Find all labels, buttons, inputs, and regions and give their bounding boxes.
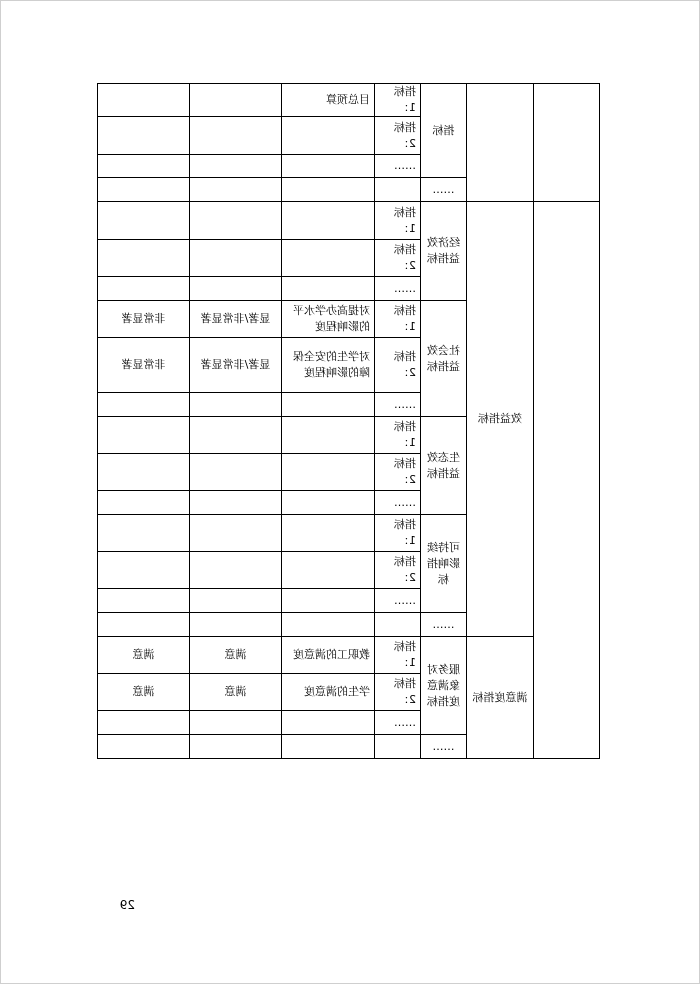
metric-cell: 指标2： bbox=[375, 338, 421, 393]
metric-cell: 指标1： bbox=[375, 84, 421, 117]
score-cell bbox=[98, 711, 190, 735]
level2-more-cell: …… bbox=[421, 735, 467, 759]
metric-cell bbox=[375, 178, 421, 202]
metric-cell: …… bbox=[375, 589, 421, 613]
performance-indicator-table bbox=[97, 83, 600, 759]
score-cell bbox=[98, 84, 190, 117]
score-cell: 满意 bbox=[98, 637, 190, 674]
target-cell: 满意 bbox=[190, 674, 282, 711]
content-cell bbox=[282, 155, 375, 178]
content-cell bbox=[282, 735, 375, 759]
level2-more-cell: …… bbox=[421, 178, 467, 202]
score-cell bbox=[98, 735, 190, 759]
metric-cell: 指标2： bbox=[375, 674, 421, 711]
score-cell bbox=[98, 417, 190, 454]
content-cell: 目总预算 bbox=[282, 84, 375, 117]
level2-economic-cell: 经济效益指标 bbox=[421, 202, 467, 301]
level2-ecological-cell: 生态效益指标 bbox=[421, 417, 467, 515]
content-cell bbox=[282, 491, 375, 515]
score-cell: 满意 bbox=[98, 674, 190, 711]
score-cell bbox=[98, 178, 190, 202]
content-cell: 教职工的满意度 bbox=[282, 637, 375, 674]
table-row bbox=[98, 637, 600, 674]
metric-cell: 指标1： bbox=[375, 637, 421, 674]
page-number: 29 bbox=[119, 898, 135, 912]
content-cell: 对提高办学水平的影响程度 bbox=[282, 301, 375, 338]
score-cell bbox=[98, 240, 190, 277]
metric-cell bbox=[375, 613, 421, 637]
level1-blank-cell bbox=[534, 202, 600, 759]
score-cell: 非常显著 bbox=[98, 338, 190, 393]
metric-cell: 指标1： bbox=[375, 515, 421, 552]
table-row bbox=[98, 202, 600, 240]
level2-more-cell: …… bbox=[421, 613, 467, 637]
score-cell bbox=[98, 454, 190, 491]
table-row bbox=[98, 84, 600, 117]
metric-cell: …… bbox=[375, 155, 421, 178]
level2-social-cell: 社会效益指标 bbox=[421, 301, 467, 417]
target-cell: 显著/非常显著 bbox=[190, 301, 282, 338]
target-cell: 显著/非常显著 bbox=[190, 338, 282, 393]
content-cell bbox=[282, 454, 375, 491]
level2-service-cell: 服务对象满意度指标 bbox=[421, 637, 467, 735]
metric-cell: 指标2： bbox=[375, 240, 421, 277]
content-cell bbox=[282, 202, 375, 240]
score-cell bbox=[98, 155, 190, 178]
metric-cell: 指标1： bbox=[375, 301, 421, 338]
target-cell bbox=[190, 589, 282, 613]
target-cell bbox=[190, 613, 282, 637]
content-cell bbox=[282, 277, 375, 301]
content-cell bbox=[282, 393, 375, 417]
content-cell bbox=[282, 515, 375, 552]
score-cell bbox=[98, 491, 190, 515]
content-cell bbox=[282, 589, 375, 613]
score-cell bbox=[98, 202, 190, 240]
content-cell bbox=[282, 417, 375, 454]
level2-sustainable-cell: 可持续影响指标 bbox=[421, 515, 467, 613]
target-cell bbox=[190, 277, 282, 301]
score-cell bbox=[98, 515, 190, 552]
score-cell bbox=[98, 613, 190, 637]
content-cell: 对学生的安全保障的影响程度 bbox=[282, 338, 375, 393]
target-cell bbox=[190, 155, 282, 178]
content-cell bbox=[282, 613, 375, 637]
level1-benefit-cell: 效益指标 bbox=[467, 202, 534, 637]
metric-cell: 指标1： bbox=[375, 202, 421, 240]
score-cell bbox=[98, 589, 190, 613]
target-cell bbox=[190, 454, 282, 491]
metric-cell: …… bbox=[375, 277, 421, 301]
content-cell bbox=[282, 552, 375, 589]
content-cell bbox=[282, 117, 375, 155]
target-cell bbox=[190, 240, 282, 277]
score-cell bbox=[98, 393, 190, 417]
metric-cell: …… bbox=[375, 711, 421, 735]
target-cell: 满意 bbox=[190, 637, 282, 674]
target-cell bbox=[190, 552, 282, 589]
level1-blank-cell bbox=[534, 84, 600, 202]
content-cell: 学生的满意度 bbox=[282, 674, 375, 711]
content-cell bbox=[282, 178, 375, 202]
target-cell bbox=[190, 711, 282, 735]
target-cell bbox=[190, 515, 282, 552]
score-cell bbox=[98, 277, 190, 301]
target-cell bbox=[190, 417, 282, 454]
metric-cell bbox=[375, 735, 421, 759]
target-cell bbox=[190, 84, 282, 117]
target-cell bbox=[190, 178, 282, 202]
metric-cell: …… bbox=[375, 491, 421, 515]
content-cell bbox=[282, 711, 375, 735]
metric-cell: 指标1： bbox=[375, 417, 421, 454]
level2-top-cell: 指标 bbox=[421, 84, 467, 178]
target-cell bbox=[190, 393, 282, 417]
target-cell bbox=[190, 117, 282, 155]
metric-cell: …… bbox=[375, 393, 421, 417]
score-cell bbox=[98, 117, 190, 155]
metric-cell: 指标2： bbox=[375, 552, 421, 589]
level2-blank-cell bbox=[467, 84, 534, 202]
score-cell: 非常显著 bbox=[98, 301, 190, 338]
score-cell bbox=[98, 552, 190, 589]
metric-cell: 指标2： bbox=[375, 454, 421, 491]
content-cell bbox=[282, 240, 375, 277]
target-cell bbox=[190, 491, 282, 515]
target-cell bbox=[190, 202, 282, 240]
target-cell bbox=[190, 735, 282, 759]
metric-cell: 指标2： bbox=[375, 117, 421, 155]
level1-satisfaction-cell: 满意度指标 bbox=[467, 637, 534, 759]
